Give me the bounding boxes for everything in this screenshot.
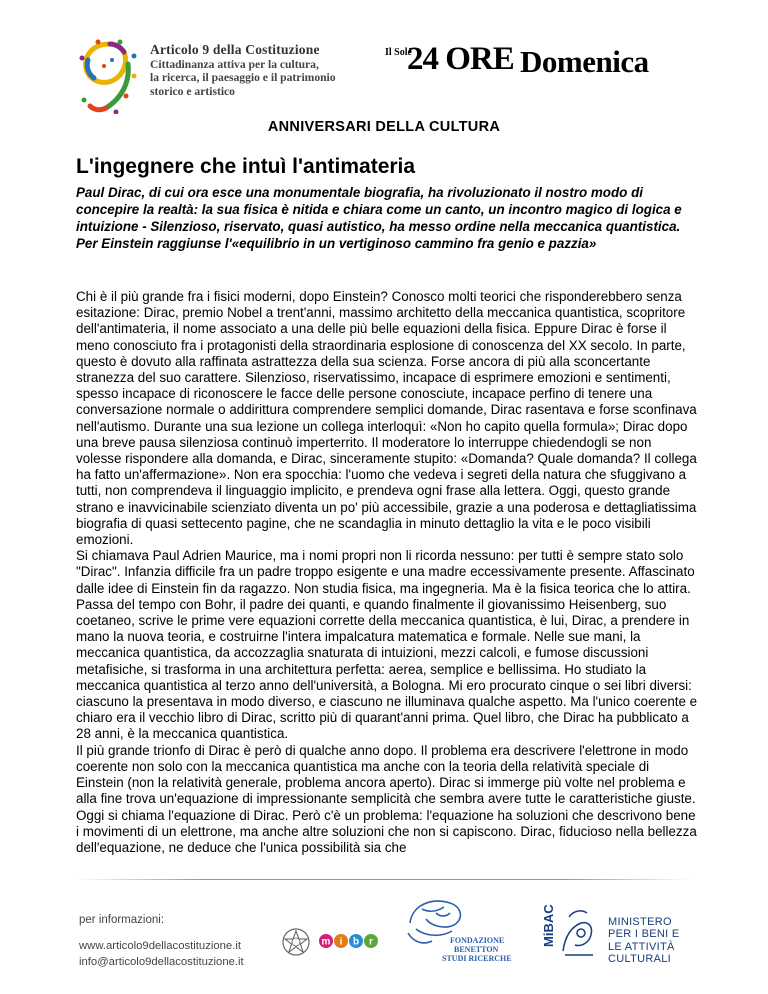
page-header <box>0 0 768 115</box>
mibac-logo <box>541 897 597 961</box>
mibr-letter: m <box>321 936 331 948</box>
article-body <box>76 289 698 856</box>
contact-info <box>79 912 244 970</box>
article-subtitle: Paul Dirac, di cui ora esce una monumentale biografia, ha rivoluzionato il nostro modo di concepire la realtà: la sua fisica è nitida e chiara come un canto, un incontro magico di logica e intuizione - Silenzioso, riservato, quasi autistico, ha messo ordine nella meccanica quantistica. Per Einstein raggiunse l'«equilibrio in un vertiginoso cammino fra genio e pazzia» <box>76 185 682 251</box>
mibac-vertical-label: MiBAC <box>541 904 556 947</box>
fondazione-benetton-logo <box>402 893 512 965</box>
domenica-logo: Domenica <box>520 44 649 79</box>
articolo9-logo <box>76 36 144 114</box>
paragraph: Si chiamava Paul Adrien Maurice, ma i nomi propri non li ricorda nessuno: per tutti è sempre stato solo "Dirac". Infanzia difficile fra un padre troppo esigente e una madre eccessivamente presente. Affascinato dalle idee di Einstein fin da ragazzo. Non studia fisica, ma ingegneria. Ma è la fisica teorica che lo attira. Passa del tempo con Bohr, il padre dei quanti, e quando finalmente il giovanissimo Heisenberg, suo coetaneo, scrive le prime vere equazioni corrette della meccanica quantistica, è lui, Dirac, a prendere in mano la nuova teoria, e costruirne l'intera impalcatura matematica e formale. Nelle sue mani, la meccanica quantistica, da accozzaglia snaturata di intuizioni, mezzi calcoli, e fumose discussioni metafisiche, si trasforma in una architettura perfetta: aerea, semplice e bellissima. Ho studiato la meccanica quantistica al terzo anno dell'università, a Bologna. Mi ero procurato cinque o sei libri diversi: ciascuno la presentava in modo diverso, e ciascuno ne illuminava qualche aspetto. Ma l'unico coerente e chiaro era il vecchio libro di Dirac, scritto più di quarant'anni prima. Quel libro, che Dirac ha pubblicato a 28 anni, è la meccanica quantistica. <box>76 548 698 742</box>
benetton-line: FONDAZIONE <box>450 936 505 945</box>
benetton-line: STUDI RICERCHE <box>442 954 512 963</box>
mibr-letter: r <box>369 936 373 948</box>
org-text <box>150 42 336 98</box>
ministero-line: LE ATTIVITÀ <box>608 940 675 953</box>
org-line: la ricerca, il paesaggio e il patrimonio <box>150 71 336 85</box>
info-label: per informazioni: <box>79 914 165 926</box>
section-heading: ANNIVERSARI DELLA CULTURA <box>267 119 501 135</box>
mibr-letter: i <box>339 936 343 948</box>
ministero-line: CULTURALI <box>608 953 672 966</box>
article-title: L'ingegnere che intuì l'antimateria <box>76 155 416 178</box>
mibr-logo <box>318 931 378 951</box>
ore-logo: 24 ORE <box>407 41 514 77</box>
ministero-label <box>608 916 679 966</box>
ministero-line: PER I BENI E <box>608 928 680 941</box>
org-title: Articolo 9 della Costituzione <box>150 42 320 57</box>
paragraph: Chi è il più grande fra i fisici moderni, dopo Einstein? Conosco molti teorici che risponderebbero senza esitazione: Dirac, premio Nobel a trent'anni, massimo architetto della meccanica quantistica, scopritore dell'antimateria, il nome associato a una delle più belle equazioni della fisica. Eppure Dirac è forse il meno conosciuto fra i protagonisti della straordinaria esplosione di conoscenza del XX secolo. In parte, questo è dovuto alla raffinata astrattezza della sua scienza. Forse ancora di più alla sconcertante stranezza del suo carattere. Silenzioso, riservatissimo, incapace di esprimere emozioni e sentimenti, spesso incapace di riconoscere le facce delle persone conosciute, incapace perfino di tenere una conversazione normale o addirittura comprendere semplici domande, Dirac rasentava e forse sconfinava nell'autismo. Durante una sua lezione un collega interloquì: «Non ho capito quella formula»; Dirac dopo una breve pausa silenziosa continuò imperterrito. Il moderatore lo interruppe chiedendogli se non volesse rispondere alla domanda, e Dirac, sinceramente stupito: «Domanda? Quale domanda? Il collega ha fatto un'affermazione». Non era spocchia: l'uomo che vedeva i segreti della natura che sfuggivano a tutti, non comprendeva il linguaggio implicito, e prendeva ogni frase alla lettera. Oggi, questo grande strano e inavvicinabile scienziato diventa un po' più accessibile, grazie a una poderosa e dettagliatissima biografia di quasi settecento pagine, che ne scandaglia in minuto dettaglio la vita e le poco visibili emozioni. <box>76 289 697 548</box>
ministero-line: MINISTERO <box>608 916 672 928</box>
mibr-letter: b <box>352 936 360 948</box>
org-line: Cittadinanza attiva per la cultura, <box>150 58 319 71</box>
italian-republic-emblem <box>280 925 312 959</box>
sole-label: Il Sole <box>385 47 412 58</box>
paragraph: Il più grande trionfo di Dirac è però di qualche anno dopo. Il problema era descrivere l'elettrone in modo coerente non solo con la meccanica quantistica ma anche con la teoria della relatività speciale di Einstein (non la relatività generale, problema ancora aperto). Dirac si immerge più volte nel problema e alla fine trova un'equazione di impressionante semplicità che sembra avere tutte le caratteristiche giuste. Oggi si chiama l'equazione di Dirac. Però c'è un problema: l'equazione ha soluzioni che descrivono bene i movimenti di un elettrone, ma anche altre soluzioni che non si capiscono. Dirac, fiducioso nella bellezza dell'equazione, ne deduce che l'unica possibilità sia che <box>76 742 697 855</box>
footer-divider <box>76 879 691 880</box>
website-link[interactable]: www.articolo9dellacostituzione.it <box>79 940 242 952</box>
org-line: storico e artistico <box>150 84 235 98</box>
email-link[interactable]: info@articolo9dellacostituzione.it <box>79 956 244 968</box>
benetton-line: BENETTON <box>454 945 499 954</box>
